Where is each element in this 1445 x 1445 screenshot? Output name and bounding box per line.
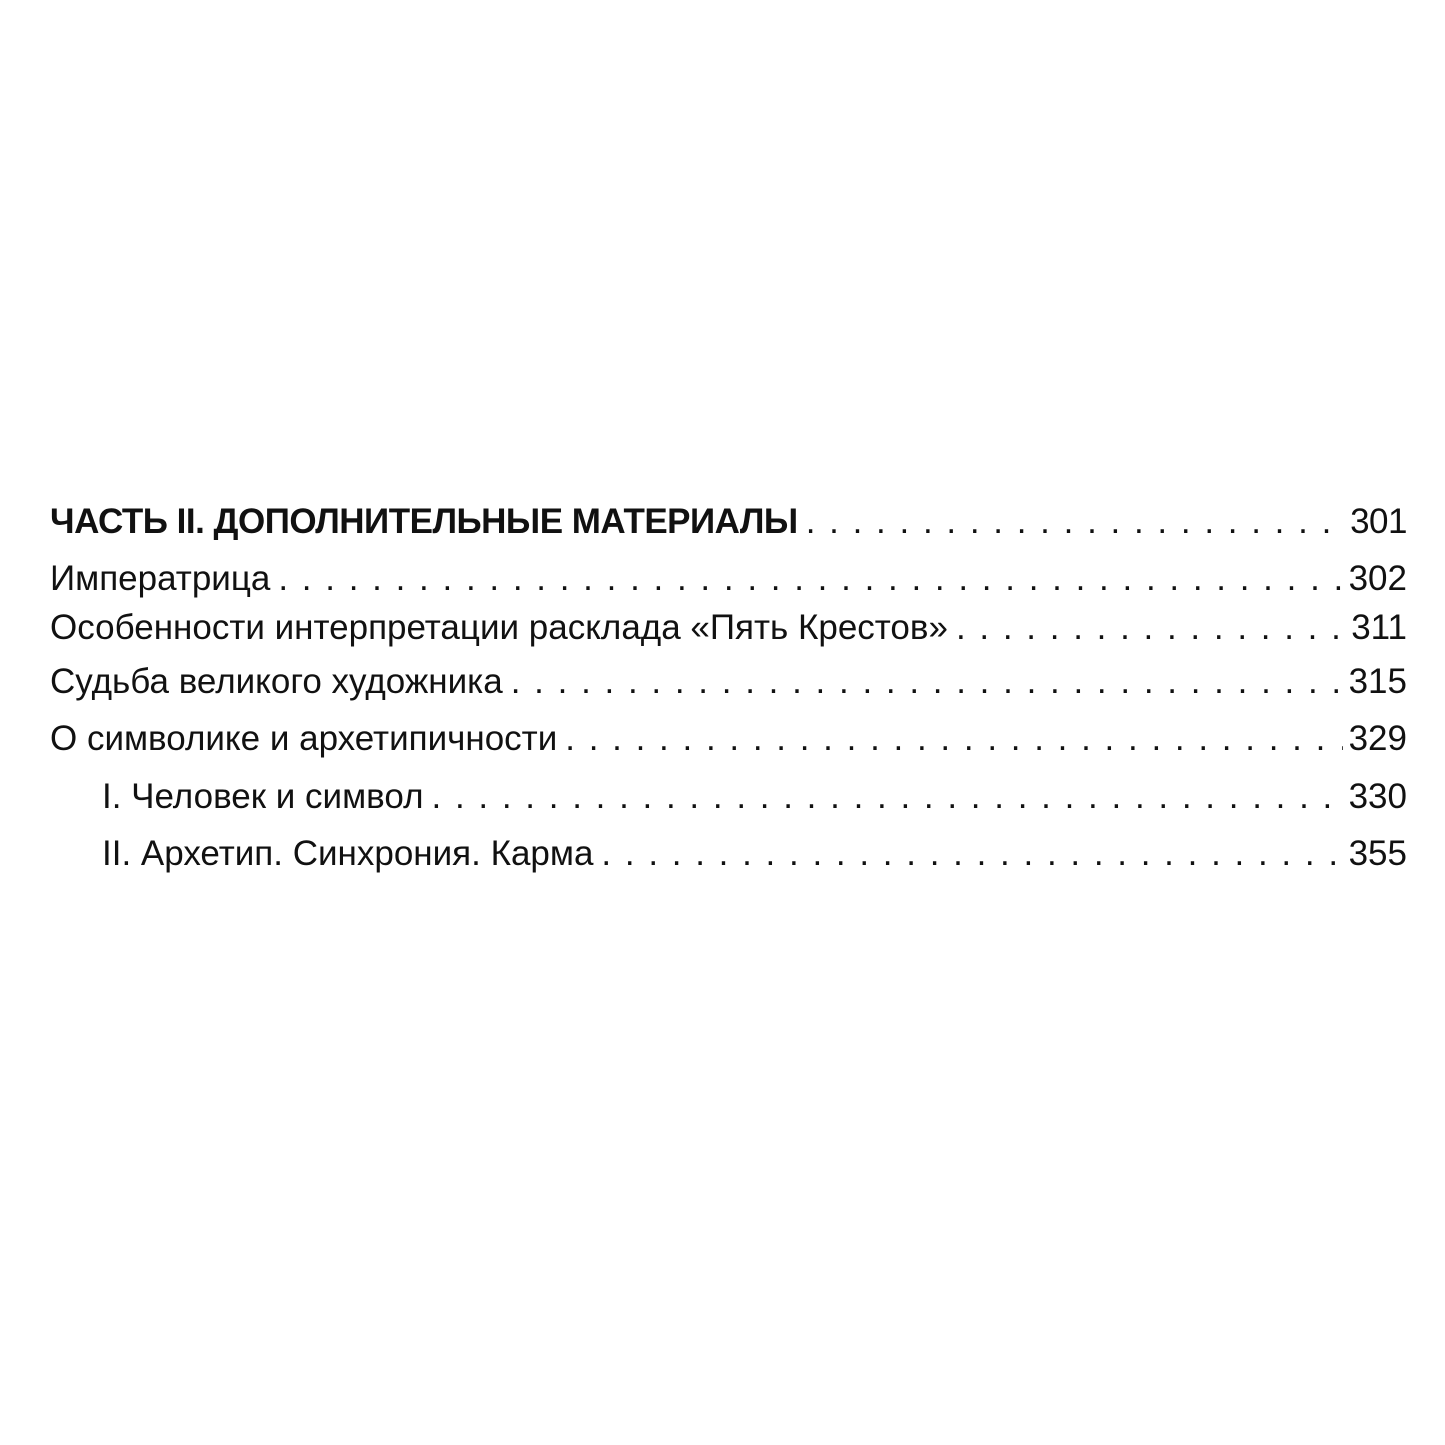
toc-leader-dots <box>278 561 1342 596</box>
toc-entry-title: Особенности интерпретации расклада «Пять Крестов» <box>50 608 948 647</box>
toc-page-number: 329 <box>1348 719 1407 758</box>
toc-leader-dots <box>956 610 1345 645</box>
toc-subentry-title: II. Архетип. Синхрония. Карма <box>102 834 594 873</box>
toc-subentry-title: I. Человек и символ <box>102 777 424 816</box>
toc-page-number: 330 <box>1348 777 1407 816</box>
toc-leader-dots <box>432 779 1343 814</box>
toc-leader-dots <box>565 721 1342 756</box>
toc-part-title: ЧАСТЬ II. ДОПОЛНИТЕЛЬНЫЕ МАТЕРИАЛЫ <box>50 502 798 541</box>
toc-page-number: 301 <box>1350 502 1407 541</box>
toc-page-number: 315 <box>1348 662 1407 701</box>
toc-entry-title: О символике и архетипичности <box>50 719 558 758</box>
toc-entry-title: Императрица <box>50 559 271 598</box>
toc-page-number: 302 <box>1348 559 1407 598</box>
toc-entry-title: Судьба великого художника <box>50 662 503 701</box>
toc-entry <box>50 610 1407 645</box>
toc-subentry <box>50 779 1407 814</box>
toc-subentry <box>50 836 1407 871</box>
toc-leader-dots <box>806 504 1344 539</box>
toc-entry <box>50 561 1407 596</box>
toc-leader-dots <box>511 664 1343 699</box>
toc-part-heading <box>50 504 1407 539</box>
toc-page-number: 311 <box>1351 608 1407 647</box>
toc-leader-dots <box>601 836 1342 871</box>
toc-page-number: 355 <box>1348 834 1407 873</box>
toc-entry <box>50 664 1407 699</box>
toc-entry <box>50 721 1407 756</box>
